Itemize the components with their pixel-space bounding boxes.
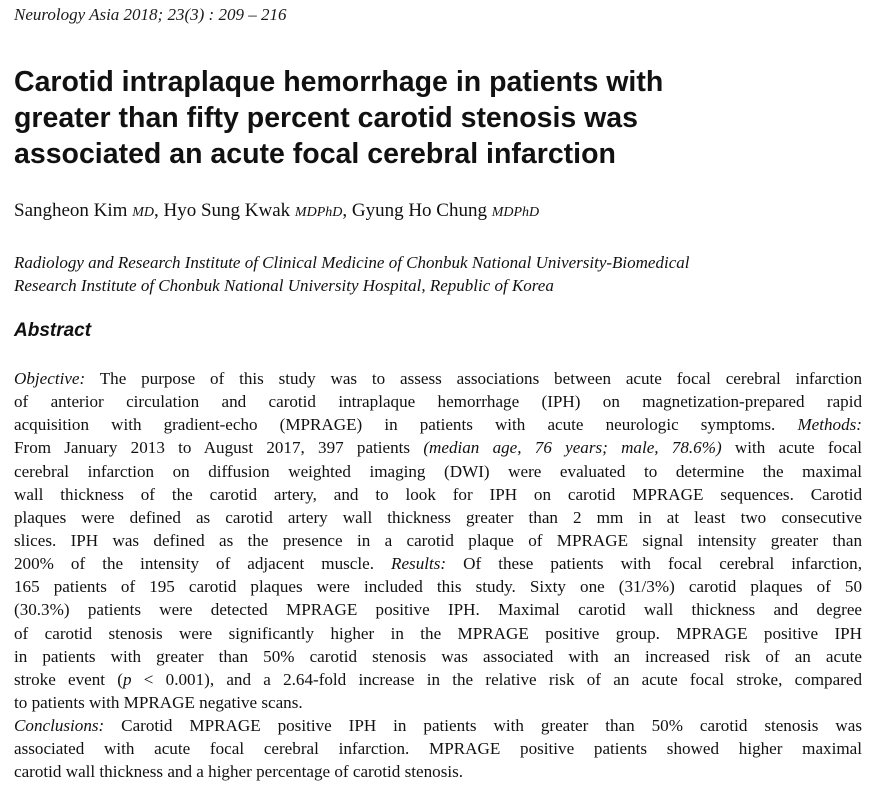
abstract-line: stroke event (p < 0.001), and a 2.64-fold increase in the relative risk of an acute focal stroke, compared [14,669,862,689]
affiliation-line: Research Institute of Chonbuk National University Hospital, Republic of Korea [14,276,554,295]
abstract-line: wall thickness of the carotid artery, and to look for IPH on carotid MPRAGE sequences. Carotid [14,484,862,504]
abstract-line: plaques were defined as carotid artery wall thickness greater than 2 mm in at least two consecutive [14,507,862,527]
title-line: associated an acute focal cerebral infarction [14,138,616,170]
abstract-line: in patients with greater than 50% carotid stenosis was associated with an increased risk of an acute [14,646,862,666]
abstract-line: carotid wall thickness and a higher percentage of carotid stenosis. [14,762,464,782]
abstract-line: (30.3%) patients were detected MPRAGE positive IPH. Maximal carotid wall thickness and degree [14,600,862,620]
title-line: greater than fifty percent carotid stenosis was [14,102,639,134]
author-name: Gyung Ho Chung [351,200,487,221]
abstract-line: Objective: The purpose of this study was to assess associations between acute focal cerebral infarction [14,369,862,388]
abstract-line: Conclusions: Carotid MPRAGE positive IPH in patients with greater than 50% carotid stenosis was [14,716,862,736]
abstract-line: of carotid stenosis were significantly higher in the MPRAGE positive group. MPRAGE positive IPH [14,623,862,643]
abstract-line: 200% of the intensity of adjacent muscle. Results: Of these patients with focal cerebral infarction, [14,554,862,574]
methods-label: Methods: [797,415,862,435]
title-line: Carotid intraplaque hemorrhage in patients with [14,66,664,98]
abstract-line: From January 2013 to August 2017, 397 patients (median age, 76 years; male, 78.6%) with acute focal [14,438,862,458]
journal-citation: Neurology Asia 2018; 23(3) : 209 – 216 [14,5,287,24]
author-degree: MDPhD [491,205,540,220]
author-degree: MD [132,205,154,220]
author-name: Sangheon Kim [14,200,128,221]
paper-title [14,64,864,172]
abstract-body [14,367,862,784]
abstract-line: of anterior circulation and carotid intraplaque hemorrhage (IPH) on magnetization-prepared rapid [14,392,862,412]
abstract-line: slices. IPH was defined as the presence in a carotid plaque of MPRAGE signal intensity greater than [14,530,862,550]
author-name: Hyo Sung Kwak [163,200,291,221]
affiliation-line: Radiology and Research Institute of Clinical Medicine of Chonbuk National University-Biomedical [14,253,690,272]
author-degree: MDPhD [294,205,343,220]
objective-label: Objective: [14,369,86,388]
abstract-line: cerebral infarction on diffusion weighted imaging (DWI) were evaluated to determine the maximal [14,461,862,481]
abstract-heading: Abstract [14,320,92,341]
abstract-line: 165 patients of 195 carotid plaques were included this study. Sixty one (31/3%) carotid plaques of 50 [14,577,862,597]
abstract-line: to patients with MPRAGE negative scans. [14,692,303,712]
abstract-line: acquisition with gradient-echo (MPRAGE) in patients with acute neurologic symptoms. Methods: [14,415,862,435]
affiliation [14,251,866,297]
author-list: Sangheon Kim MD, Hyo Sung Kwak MDPhD, Gyung Ho Chung MDPhD [14,200,540,221]
abstract-line: associated with acute focal cerebral infarction. MPRAGE positive patients showed higher maximal [14,739,862,759]
conclusions-label: Conclusions: [14,716,105,736]
results-label: Results: [391,554,447,574]
